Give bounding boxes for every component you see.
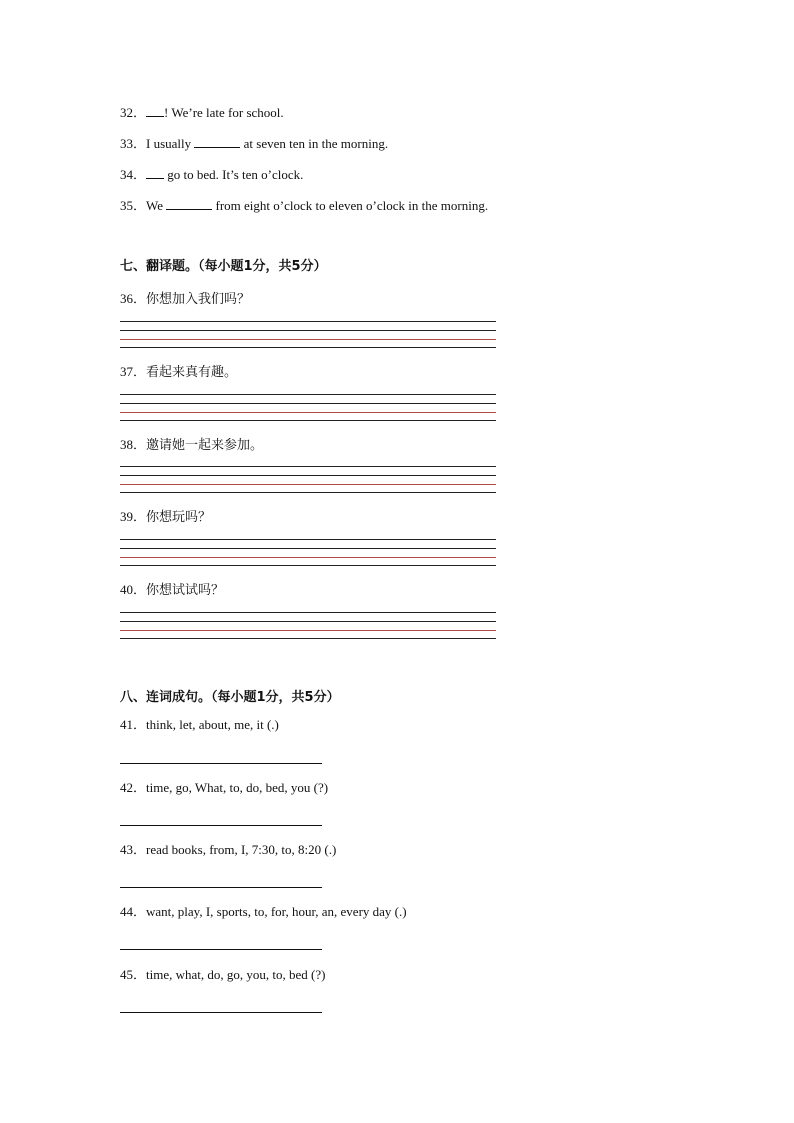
question-number: 40． (120, 582, 147, 597)
question-number: 36． (120, 291, 147, 306)
question-number: 35． (120, 198, 147, 213)
question-text: 你想玩吗？ (146, 510, 212, 525)
question-number: 45． (120, 967, 147, 982)
question-34 (120, 166, 303, 183)
question-number: 39． (120, 509, 147, 524)
four-line-writing-area[interactable] (120, 321, 496, 349)
word-order-item-41 (120, 717, 279, 733)
question-number: 34． (120, 167, 147, 182)
question-number: 43． (120, 842, 147, 857)
question-number: 38． (120, 437, 147, 452)
word-order-item-43 (120, 842, 336, 858)
question-number: 33． (120, 136, 147, 151)
four-line-writing-area[interactable] (120, 394, 496, 422)
answer-blank[interactable] (166, 197, 212, 210)
translation-item-40 (120, 582, 224, 599)
translation-item-37 (120, 364, 237, 381)
question-number: 32． (120, 105, 147, 120)
answer-line[interactable] (120, 1012, 322, 1013)
four-line-writing-area[interactable] (120, 539, 496, 567)
question-text-pre: We (146, 198, 167, 213)
question-number: 37． (120, 364, 147, 379)
question-number: 44． (120, 904, 147, 919)
four-line-writing-area[interactable] (120, 612, 496, 640)
answer-line[interactable] (120, 949, 322, 950)
question-35 (120, 197, 488, 214)
question-text: time, what, do, go, you, to, bed (?) (146, 967, 326, 982)
translation-item-39 (120, 509, 211, 526)
translation-item-38 (120, 437, 263, 454)
question-text: 邀请她一起来参加。 (146, 438, 264, 453)
question-text-pre: I usually (146, 136, 195, 151)
section-8-title: 八、连词成句。（每小题1分，共5分） (120, 690, 340, 705)
question-text: think, let, about, me, it (.) (146, 717, 279, 732)
question-text: go to bed. It’s ten o’clock. (167, 167, 304, 182)
answer-blank[interactable] (146, 166, 164, 179)
question-33 (120, 135, 388, 152)
question-32 (120, 104, 284, 121)
question-text: 看起来真有趣。 (146, 365, 238, 380)
word-order-item-45 (120, 967, 325, 983)
question-text: read books, from, I, 7:30, to, 8:20 (.) (146, 842, 337, 857)
translation-item-36 (120, 291, 250, 308)
four-line-writing-area[interactable] (120, 466, 496, 494)
answer-blank[interactable] (146, 104, 164, 117)
question-text: want, play, I, sports, to, for, hour, an, every day (.) (146, 904, 407, 919)
question-number: 41． (120, 717, 147, 732)
answer-line[interactable] (120, 825, 322, 826)
section-7-title: 七、翻译题。（每小题1分，共5分） (120, 259, 327, 274)
answer-line[interactable] (120, 887, 322, 888)
question-text: 你想试试吗？ (146, 583, 225, 598)
question-text: time, go, What, to, do, bed, you (?) (146, 780, 329, 795)
word-order-item-42 (120, 780, 328, 796)
question-text: at seven ten in the morning. (240, 136, 389, 151)
word-order-item-44 (120, 904, 407, 920)
question-text: ! We’re late for school. (164, 105, 284, 120)
question-number: 42． (120, 780, 147, 795)
answer-line[interactable] (120, 763, 322, 764)
question-text: 你想加入我们吗？ (146, 292, 251, 307)
question-text: from eight o’clock to eleven o’clock in the morning. (215, 198, 489, 213)
answer-blank[interactable] (194, 135, 240, 148)
